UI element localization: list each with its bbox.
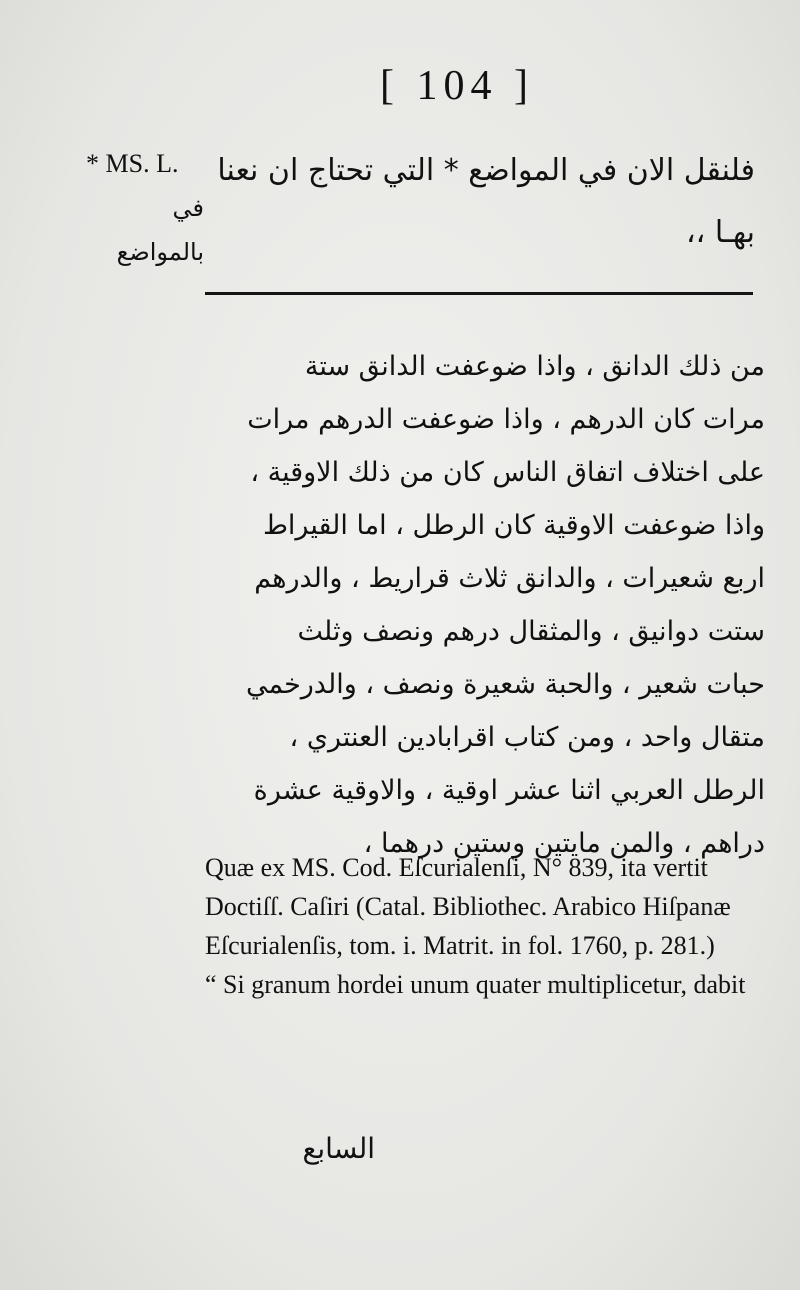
- margin-note: [86, 142, 204, 274]
- horizontal-rule: [205, 292, 753, 295]
- arabic-line: حبات شعير ، والحبة شعيرة ونصف ، والدرخمي: [245, 669, 765, 700]
- arabic-line: على اختلاف اتفاق الناس كان من ذلك الاوقية ،: [250, 457, 765, 488]
- page-number: [ 104 ]: [380, 63, 534, 109]
- catchword: السابع: [302, 1132, 375, 1165]
- heading-arabic: [200, 140, 755, 264]
- arabic-line: من ذلك الدانق ، واذا ضوعفت الدانق ستة: [304, 351, 765, 382]
- arabic-line: دراهم ، والمن مايتين وستين درهما ،: [363, 828, 765, 859]
- arabic-line: واذا ضوعفت الاوقية كان الرطل ، اما القيراط: [262, 510, 765, 541]
- arabic-line: اربع شعيرات ، والدانق ثلاث قراريط ، والدرهم: [254, 563, 765, 594]
- arabic-line: متقال واحد ، ومن كتاب اقرابادين العنتري ،: [289, 722, 765, 753]
- margin-note-arabic: في بالمواضع: [116, 194, 204, 266]
- margin-note-latin: * MS. L.: [86, 149, 179, 178]
- arabic-body: [205, 340, 765, 870]
- latin-line: Eſcurialenſis, tom. i. Matrit. in fol. 1760, p. 281.): [205, 931, 715, 960]
- latin-line: Doctiſſ. Caſiri (Catal. Bibliothec. Arabico Hiſpanæ: [205, 892, 731, 921]
- arabic-line: مرات كان الدرهم ، واذا ضوعفت الدرهم مرات: [247, 404, 765, 435]
- heading-line-1: فلنقل الان في المواضع * التي تحتاج ان نعنا: [217, 153, 755, 188]
- latin-translation: [205, 848, 765, 1004]
- heading-line-2: بهـا ،،: [685, 215, 755, 250]
- latin-line: Quæ ex MS. Cod. Eſcurialenſi, N° 839, ita vertit: [205, 853, 708, 882]
- arabic-line: الرطل العربي اثنا عشر اوقية ، والاوقية عشرة: [253, 775, 765, 806]
- latin-line: “ Si granum hordei unum quater multiplicetur, dabit: [205, 970, 746, 999]
- arabic-line: ستت دوانيق ، والمثقال درهم ونصف وثلث: [297, 616, 765, 647]
